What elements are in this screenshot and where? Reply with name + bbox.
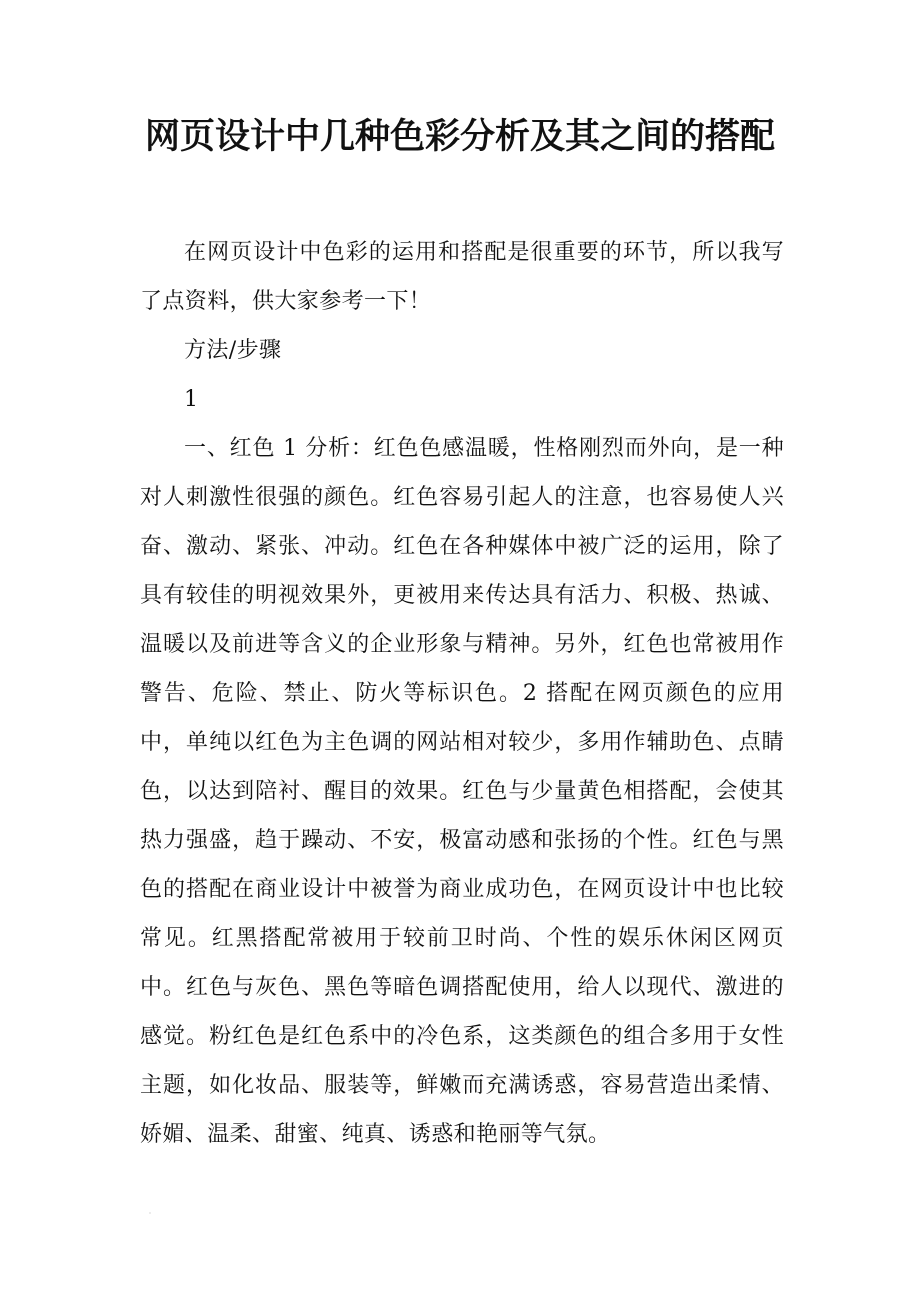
step-number: 1: [184, 387, 199, 412]
scan-speck-decoration: [149, 1212, 151, 1214]
document-title: 网页设计中几种色彩分析及其之间的搭配: [144, 117, 775, 157]
document-body: [140, 228, 784, 1159]
method-steps-heading: 方法/步骤: [184, 338, 282, 363]
red-color-paragraph: 一、红色 1 分析：红色色感温暖，性格刚烈而外向，是一种对人刺激性很强的颜色。红色容易引起人的注意，也容易使人兴奋、激动、紧张、冲动。红色在各种媒体中被广泛的运用，除了具有较佳的明视效果外，更被用来传达具有活力、积极、热诚、温暖以及前进等含义的企业形象与精神。另外，红色也常被用作警告、危险、禁止、防火等标识色。2 搭配在网页颜色的应用中，单纯以红色为主色调的网站相对较少，多用作辅助色、点睛色，以达到陪衬、醒目的效果。红色与少量黄色相搭配，会使其热力强盛，趋于躁动、不安，极富动感和张扬的个性。红色与黑色的搭配在商业设计中被誉为商业成功色，在网页设计中也比较常见。红黑搭配常被用于较前卫时尚、个性的娱乐休闲区网页中。红色与灰色、黑色等暗色调搭配使用，给人以现代、激进的感觉。粉红色是红色系中的冷色系，这类颜色的组合多用于女性主题，如化妆品、服装等，鲜嫩而充满诱惑，容易营造出柔情、娇媚、温柔、甜蜜、纯真、诱惑和艳丽等气氛。: [140, 436, 784, 1147]
intro-paragraph: 在网页设计中色彩的运用和搭配是很重要的环节，所以我写了点资料，供大家参考一下！: [140, 240, 784, 314]
